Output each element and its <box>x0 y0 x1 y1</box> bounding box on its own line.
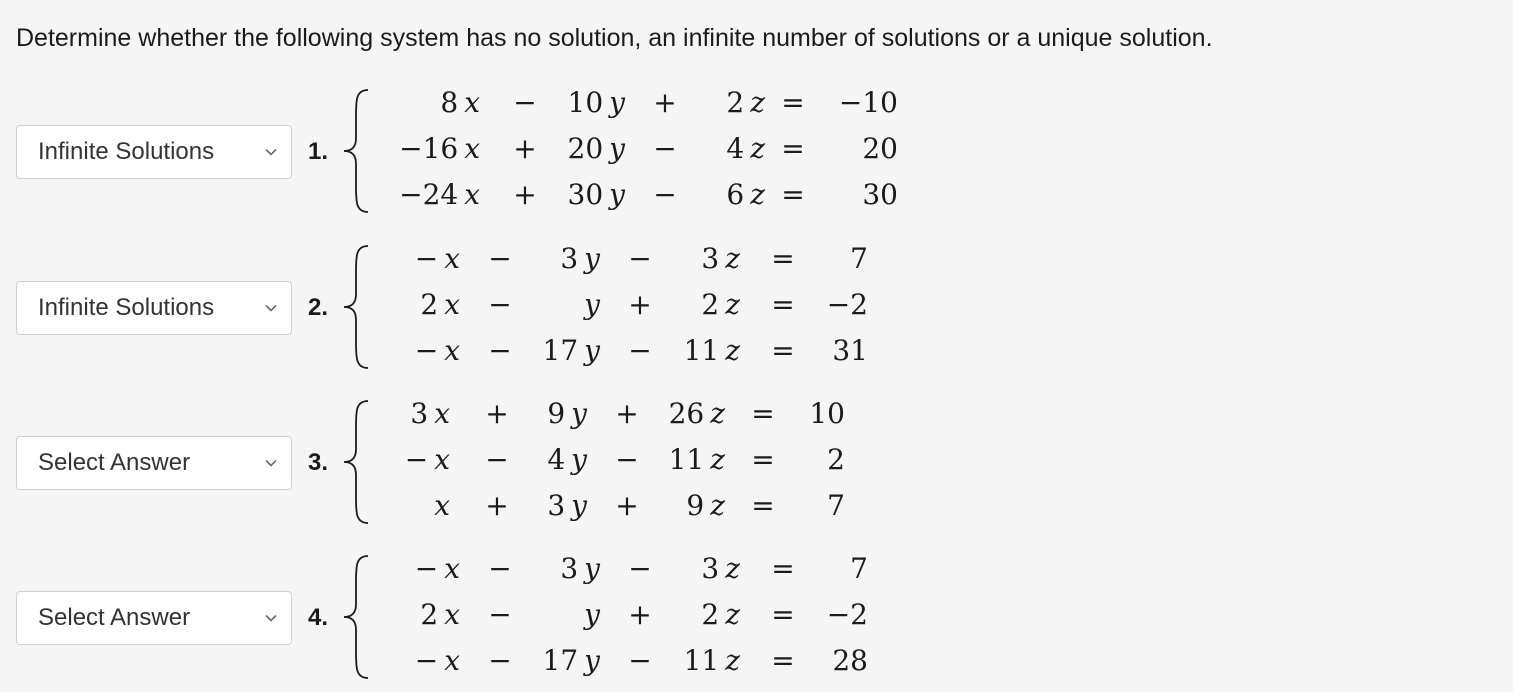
variable-x: x <box>444 288 460 321</box>
operator <box>620 594 660 636</box>
x-coefficient: 2 <box>420 598 439 631</box>
operator-symbol: + <box>615 489 639 522</box>
question-prompt: Determine whether the following system has no solution, an infinite number of solutions or a unique solution. <box>16 24 1213 52</box>
x-coefficient: 3 <box>410 397 429 430</box>
x-term <box>380 82 480 124</box>
variable-y: y <box>609 178 625 211</box>
equation-row <box>0 393 1513 435</box>
x-coefficient: 2 <box>420 288 439 321</box>
variable-x: x <box>464 178 480 211</box>
x-term <box>370 640 460 682</box>
equals-sign <box>775 174 811 216</box>
rhs-value: 28 <box>832 644 868 677</box>
z-coefficient: 3 <box>701 552 720 585</box>
operator <box>645 82 685 124</box>
equals-sign <box>765 238 801 280</box>
y-term <box>520 640 600 682</box>
equals-symbol: = <box>771 242 795 275</box>
equals-sign <box>745 393 781 435</box>
x-coefficient: − <box>414 334 439 367</box>
problem-2 <box>0 232 1513 382</box>
y-coefficient: 10 <box>567 86 604 119</box>
variable-x: x <box>444 242 460 275</box>
operator <box>480 238 520 280</box>
variable-z: z <box>725 242 740 275</box>
operator <box>477 485 517 527</box>
right-hand-side <box>800 485 845 527</box>
variable-y: y <box>584 552 600 585</box>
equals-sign <box>765 548 801 590</box>
right-hand-side <box>808 548 868 590</box>
operator-symbol: − <box>628 334 652 367</box>
rhs-value: 31 <box>832 334 868 367</box>
x-term <box>380 393 450 435</box>
z-coefficient: 11 <box>683 644 720 677</box>
rhs-value: −2 <box>826 598 868 631</box>
x-coefficient: − <box>414 644 439 677</box>
y-coefficient: 9 <box>547 397 566 430</box>
right-hand-side <box>808 594 868 636</box>
problem-number: 4. <box>308 604 329 631</box>
operator <box>505 128 545 170</box>
operator <box>620 330 660 372</box>
y-coefficient: 4 <box>547 443 566 476</box>
operator <box>645 174 685 216</box>
operator-symbol: + <box>628 598 652 631</box>
equals-sign <box>765 594 801 636</box>
operator <box>505 174 545 216</box>
x-term <box>370 548 460 590</box>
variable-x: x <box>444 334 460 367</box>
y-coefficient: 3 <box>560 552 579 585</box>
y-term <box>520 238 600 280</box>
operator-symbol: + <box>653 86 677 119</box>
operator-symbol: − <box>485 443 509 476</box>
variable-z: z <box>725 644 740 677</box>
equation-row <box>0 238 1513 280</box>
variable-x: x <box>434 489 450 522</box>
x-term <box>380 485 450 527</box>
right-hand-side <box>818 174 898 216</box>
operator <box>607 439 647 481</box>
z-coefficient: 2 <box>701 288 720 321</box>
rhs-value: 30 <box>862 178 898 211</box>
problem-4 <box>0 542 1513 692</box>
x-term <box>380 439 450 481</box>
rhs-value: 7 <box>827 489 845 522</box>
equation-row <box>0 128 1513 170</box>
right-hand-side <box>808 330 868 372</box>
operator-symbol: − <box>628 552 652 585</box>
y-coefficient: 20 <box>567 132 604 165</box>
right-hand-side <box>808 284 868 326</box>
operator <box>620 284 660 326</box>
operator-symbol: − <box>488 644 512 677</box>
z-coefficient: 9 <box>686 489 705 522</box>
operator <box>620 238 660 280</box>
operator <box>480 594 520 636</box>
variable-x: x <box>444 598 460 631</box>
operator-symbol: − <box>615 443 639 476</box>
equation-row <box>0 439 1513 481</box>
variable-y: y <box>571 489 587 522</box>
y-term <box>520 594 600 636</box>
variable-y: y <box>584 644 600 677</box>
equals-symbol: = <box>751 443 775 476</box>
operator <box>645 128 685 170</box>
rhs-value: −2 <box>826 288 868 321</box>
operator-symbol: − <box>653 132 677 165</box>
equals-symbol: = <box>781 178 805 211</box>
equation-row <box>0 548 1513 590</box>
operator-symbol: + <box>513 132 537 165</box>
equals-sign <box>745 439 781 481</box>
variable-y: y <box>584 242 600 275</box>
variable-x: x <box>464 86 480 119</box>
operator <box>607 393 647 435</box>
operator <box>505 82 545 124</box>
operator-symbol: − <box>488 334 512 367</box>
rhs-value: 2 <box>827 443 845 476</box>
z-term <box>645 485 725 527</box>
z-term <box>685 174 765 216</box>
equals-sign <box>765 284 801 326</box>
z-coefficient: 26 <box>668 397 705 430</box>
operator-symbol: + <box>485 489 509 522</box>
z-term <box>645 439 725 481</box>
variable-y: y <box>584 288 600 321</box>
variable-z: z <box>725 334 740 367</box>
equation-row <box>0 594 1513 636</box>
equals-sign <box>775 82 811 124</box>
operator-symbol: − <box>488 552 512 585</box>
y-term <box>520 284 600 326</box>
x-coefficient: 8 <box>440 86 459 119</box>
z-term <box>645 393 725 435</box>
equals-symbol: = <box>771 644 795 677</box>
equals-symbol: = <box>751 489 775 522</box>
select-value: Select Answer <box>38 449 191 476</box>
rhs-value: 20 <box>862 132 898 165</box>
operator <box>480 548 520 590</box>
z-term <box>685 82 765 124</box>
y-term <box>545 82 625 124</box>
x-coefficient: − <box>414 242 439 275</box>
operator <box>477 439 517 481</box>
right-hand-side <box>800 393 845 435</box>
operator <box>620 548 660 590</box>
problem-number: 3. <box>308 449 329 476</box>
x-term <box>380 174 480 216</box>
equals-symbol: = <box>771 334 795 367</box>
equation-row <box>0 82 1513 124</box>
z-term <box>660 640 740 682</box>
x-coefficient: −24 <box>399 178 459 211</box>
y-term <box>517 393 587 435</box>
rhs-value: −10 <box>838 86 898 119</box>
equation-row <box>0 284 1513 326</box>
equals-symbol: = <box>781 132 805 165</box>
equation-row <box>0 174 1513 216</box>
variable-y: y <box>609 86 625 119</box>
equation-row <box>0 330 1513 372</box>
operator-symbol: + <box>615 397 639 430</box>
variable-z: z <box>710 397 725 430</box>
right-hand-side <box>818 128 898 170</box>
select-value: Infinite Solutions <box>38 294 215 321</box>
right-hand-side <box>818 82 898 124</box>
y-coefficient: 17 <box>542 334 579 367</box>
select-value: Infinite Solutions <box>38 138 215 165</box>
operator <box>480 284 520 326</box>
variable-z: z <box>725 552 740 585</box>
right-hand-side <box>808 238 868 280</box>
variable-x: x <box>464 132 480 165</box>
variable-x: x <box>444 552 460 585</box>
y-coefficient: 17 <box>542 644 579 677</box>
x-coefficient: − <box>414 552 439 585</box>
z-coefficient: 6 <box>726 178 745 211</box>
variable-x: x <box>434 443 450 476</box>
operator <box>477 393 517 435</box>
variable-z: z <box>710 443 725 476</box>
z-coefficient: 2 <box>726 86 745 119</box>
rhs-value: 7 <box>850 242 868 275</box>
y-term <box>520 330 600 372</box>
problem-number: 1. <box>308 138 329 165</box>
operator-symbol: − <box>488 598 512 631</box>
operator-symbol: + <box>513 178 537 211</box>
equals-symbol: = <box>751 397 775 430</box>
x-coefficient: − <box>404 443 429 476</box>
operator-symbol: − <box>653 178 677 211</box>
variable-z: z <box>750 178 765 211</box>
right-hand-side <box>800 439 845 481</box>
right-hand-side <box>808 640 868 682</box>
y-term <box>517 485 587 527</box>
variable-y: y <box>571 443 587 476</box>
operator <box>620 640 660 682</box>
rhs-value: 7 <box>850 552 868 585</box>
x-term <box>370 594 460 636</box>
operator-symbol: − <box>628 644 652 677</box>
operator-symbol: + <box>628 288 652 321</box>
y-coefficient: 3 <box>560 242 579 275</box>
z-coefficient: 11 <box>668 443 705 476</box>
variable-y: y <box>609 132 625 165</box>
operator-symbol: − <box>488 242 512 275</box>
y-term <box>545 174 625 216</box>
problem-1 <box>0 76 1513 226</box>
equals-sign <box>765 330 801 372</box>
variable-y: y <box>571 397 587 430</box>
operator <box>607 485 647 527</box>
operator-symbol: + <box>485 397 509 430</box>
variable-x: x <box>434 397 450 430</box>
z-term <box>660 284 740 326</box>
z-term <box>660 238 740 280</box>
x-term <box>370 330 460 372</box>
equation-row <box>0 485 1513 527</box>
variable-y: y <box>584 334 600 367</box>
x-term <box>370 238 460 280</box>
z-term <box>660 594 740 636</box>
variable-z: z <box>750 132 765 165</box>
equals-symbol: = <box>771 552 795 585</box>
z-coefficient: 11 <box>683 334 720 367</box>
y-coefficient: 30 <box>567 178 604 211</box>
y-coefficient: 3 <box>547 489 566 522</box>
variable-x: x <box>444 644 460 677</box>
z-coefficient: 2 <box>701 598 720 631</box>
operator <box>480 640 520 682</box>
x-term <box>370 284 460 326</box>
z-term <box>660 548 740 590</box>
equals-sign <box>775 128 811 170</box>
equals-symbol: = <box>781 86 805 119</box>
z-coefficient: 3 <box>701 242 720 275</box>
rhs-value: 10 <box>809 397 845 430</box>
x-coefficient: −16 <box>399 132 459 165</box>
y-term <box>520 548 600 590</box>
equation-row <box>0 640 1513 682</box>
z-coefficient: 4 <box>726 132 745 165</box>
variable-z: z <box>725 598 740 631</box>
equals-symbol: = <box>771 598 795 631</box>
variable-z: z <box>725 288 740 321</box>
operator <box>480 330 520 372</box>
variable-y: y <box>584 598 600 631</box>
x-term <box>380 128 480 170</box>
y-term <box>517 439 587 481</box>
equals-sign <box>745 485 781 527</box>
operator-symbol: − <box>513 86 537 119</box>
operator-symbol: − <box>628 242 652 275</box>
z-term <box>660 330 740 372</box>
variable-z: z <box>710 489 725 522</box>
equals-sign <box>765 640 801 682</box>
equals-symbol: = <box>771 288 795 321</box>
select-value: Select Answer <box>38 604 191 631</box>
problem-number: 2. <box>308 294 329 321</box>
z-term <box>685 128 765 170</box>
operator-symbol: − <box>488 288 512 321</box>
variable-z: z <box>750 86 765 119</box>
problem-3 <box>0 387 1513 537</box>
y-term <box>545 128 625 170</box>
